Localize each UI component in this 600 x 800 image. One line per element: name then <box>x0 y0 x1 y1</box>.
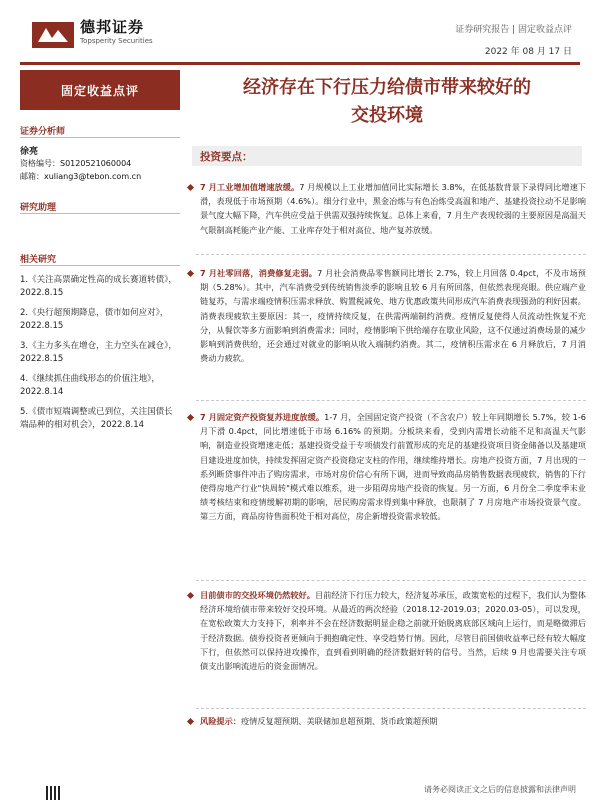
analyst-name: 徐亮 <box>20 147 39 157</box>
report-type: 证券研究报告 | 固定收益点评 <box>455 25 572 35</box>
company-name-cn: 德邦证券 <box>80 18 145 36</box>
related-item[interactable]: 5.《债市短端调整或已到位，关注国债长端品种的相对机会》，2022.8.14 <box>20 407 173 430</box>
report-title <box>192 74 582 130</box>
related-section-label: 相关研究 <box>20 255 57 265</box>
point-industrial <box>200 180 586 237</box>
sidebar-divider <box>20 265 180 266</box>
point-heading: 7 月固定资产投资复苏进度放缓。 <box>200 412 325 422</box>
risk-body: 疫情反复超预期、美联储加息超预期、货币政策超预期 <box>240 716 438 726</box>
qr-code-icon <box>46 786 60 800</box>
cert-label: 资格编号： <box>20 159 60 168</box>
risk-heading: 风险提示： <box>200 716 241 726</box>
related-item[interactable]: 3.《主力多头在增仓，主力空头在减仓》，2022.8.15 <box>20 341 177 364</box>
point-bond-market <box>200 588 586 673</box>
point-body: 目前经济下行压力较大，经济复苏承压，政策宽松的过程下，我们认为整体经济环境给债市带来较好交投环境。从最近的两次经验（2018.12-2019.03；2020.03-05），可以发现，在宽松政策大力支持下，利率并不会在经济数据明显企稳之前就开始脱离底部区域向上运行，而是略微滞后于经济数据。债券投资者更倾向于拥抱确定性、享受趋势行情。因此，尽管目前国债收益率已经有较大幅度下行，但依然可以保持进攻操作，直到看到明确的经济数据好转的信号。当然，后续 9 月也需要关注专项债支出影响流进后的资金面情况。 <box>200 590 586 672</box>
risk-warning <box>200 714 586 728</box>
report-title-line1: 经济存在下行压力给债市带来较好的 <box>243 77 531 98</box>
section-divider <box>196 580 586 581</box>
point-investment <box>200 410 586 524</box>
sidebar-divider <box>20 137 180 138</box>
diamond-bullet-icon <box>187 718 194 725</box>
email-link[interactable]: xuliang3@tebon.com.cn <box>44 172 142 181</box>
company-logo-icon <box>32 22 74 48</box>
company-name-en: Topsperity Securities <box>80 37 153 45</box>
report-date: 2022 年 08 月 17 日 <box>484 47 572 57</box>
related-item[interactable]: 1.《关注高票确定性高的成长赛道转债》，2022.8.15 <box>20 275 177 298</box>
point-heading: 7 月社零回落，消费修复走弱。 <box>200 268 318 278</box>
section-divider <box>196 400 586 401</box>
email-label: 邮箱： <box>20 172 44 181</box>
point-heading: 目前债市的交投环境仍然较好。 <box>200 590 315 600</box>
diamond-bullet-icon <box>187 184 194 191</box>
cert-number: S0120521060004 <box>60 159 132 168</box>
investment-points-header <box>192 146 582 166</box>
point-body: 7 月规模以上工业增加值同比实际增长 3.8%，在低基数背景下录得同比增速下滑，表现低于市场预期（4.6%）。细分行业中，黑金冶炼与有色冶炼受高温和地产、基建投资拉动不足影响景气度大幅下降，汽车供应受益于供需双强持续恢复。总体上来看，7 月生产表现较弱的主要原因是高温天气限制高耗能产业产能、工业库存处于相对高位、地产复苏放缓。 <box>200 182 586 235</box>
company-brand <box>80 18 153 46</box>
section-divider <box>196 254 586 255</box>
analyst-cert <box>20 158 131 169</box>
point-consumption <box>200 266 586 365</box>
investment-points-label: 投资要点： <box>200 151 253 163</box>
related-item[interactable]: 2.《央行超预期降息，债市如何应对》，2022.8.15 <box>20 308 169 331</box>
footer-disclaimer: 请务必阅读正文之后的信息披露和法律声明 <box>424 785 576 794</box>
assistant-section-label: 研究助理 <box>20 203 57 213</box>
point-heading: 7 月工业增加值增速放缓。 <box>200 182 300 192</box>
related-item[interactable]: 4.《继续抓住曲线形态的价值注地》，2022.8.14 <box>20 374 160 397</box>
diamond-bullet-icon <box>187 270 194 277</box>
diamond-bullet-icon <box>187 414 194 421</box>
point-body: 1-7 月，全国固定资产投资（不含农户）较上年同期增长 5.7%，较 1-6 月下滑 0.4pct，同比增速低于市场 6.16% 的预期。分板块来看，受到内需增长动能不足和高温天气影响，制造业投资增速走低；基建投资受益于专项债发行前置形成的充足的基建投资项目资金储备以及基建项目建设进度加快，持续发挥固定资产投资稳定支柱的作用，继续维持增长。房地产投资方面，7 月出现的一系列断贷事件冲击了购房需求，市场对房价信心有所下调，进而导致商品房销售数据表现疲软，销售的下行使得房地产行业"快周转"模式难以维系，进一步阻碍房地产投资的恢复。另一方面，6 月份全二季度季末业绩考核结束和疫情缓解初期的影响，居民购房需求得到集中释放，也限制了 7 月房地产市场投资景气度。第三方面，商品房待售面积处于相对高位，房企新增投资需求较低。 <box>200 412 586 522</box>
point-body: 7 月社会消费品零售额同比增长 2.7%，较上月回落 0.4pct，不及市场预期（5.28%）。其中，汽车消费受到传统销售淡季的影响且较 6 月有所回落，但依然表现亮眼。供应端产业链复苏，与需求端疫情积压需求释放、购置税减免、地方优惠政策共同形成汽车消费表现强劲的利好因素。消费表现疲软主要原因：其一，疫情持续反复，在供需两端制约消费。疫情反复使得人员流动性恢复不充分，从餐饮等多方面影响到消费需求；同时，疫情影响下供给端存在歇业风险，这不仅通过消费场景的减少影响到消费供给，还会通过对就业的影响从收入端制约消费。其二，疫情积压需求在 6 月释放后，7 月消费动力疲软。 <box>200 268 586 364</box>
header-divider <box>20 62 580 65</box>
section-divider <box>196 708 586 709</box>
analyst-section-label: 证券分析师 <box>20 127 66 137</box>
sidebar-divider <box>20 213 180 214</box>
related-research-list <box>20 274 180 439</box>
analyst-email <box>20 171 141 182</box>
category-banner: 固定收益点评 <box>20 70 180 110</box>
diamond-bullet-icon <box>187 592 194 599</box>
report-title-line2: 交投环境 <box>351 105 423 126</box>
